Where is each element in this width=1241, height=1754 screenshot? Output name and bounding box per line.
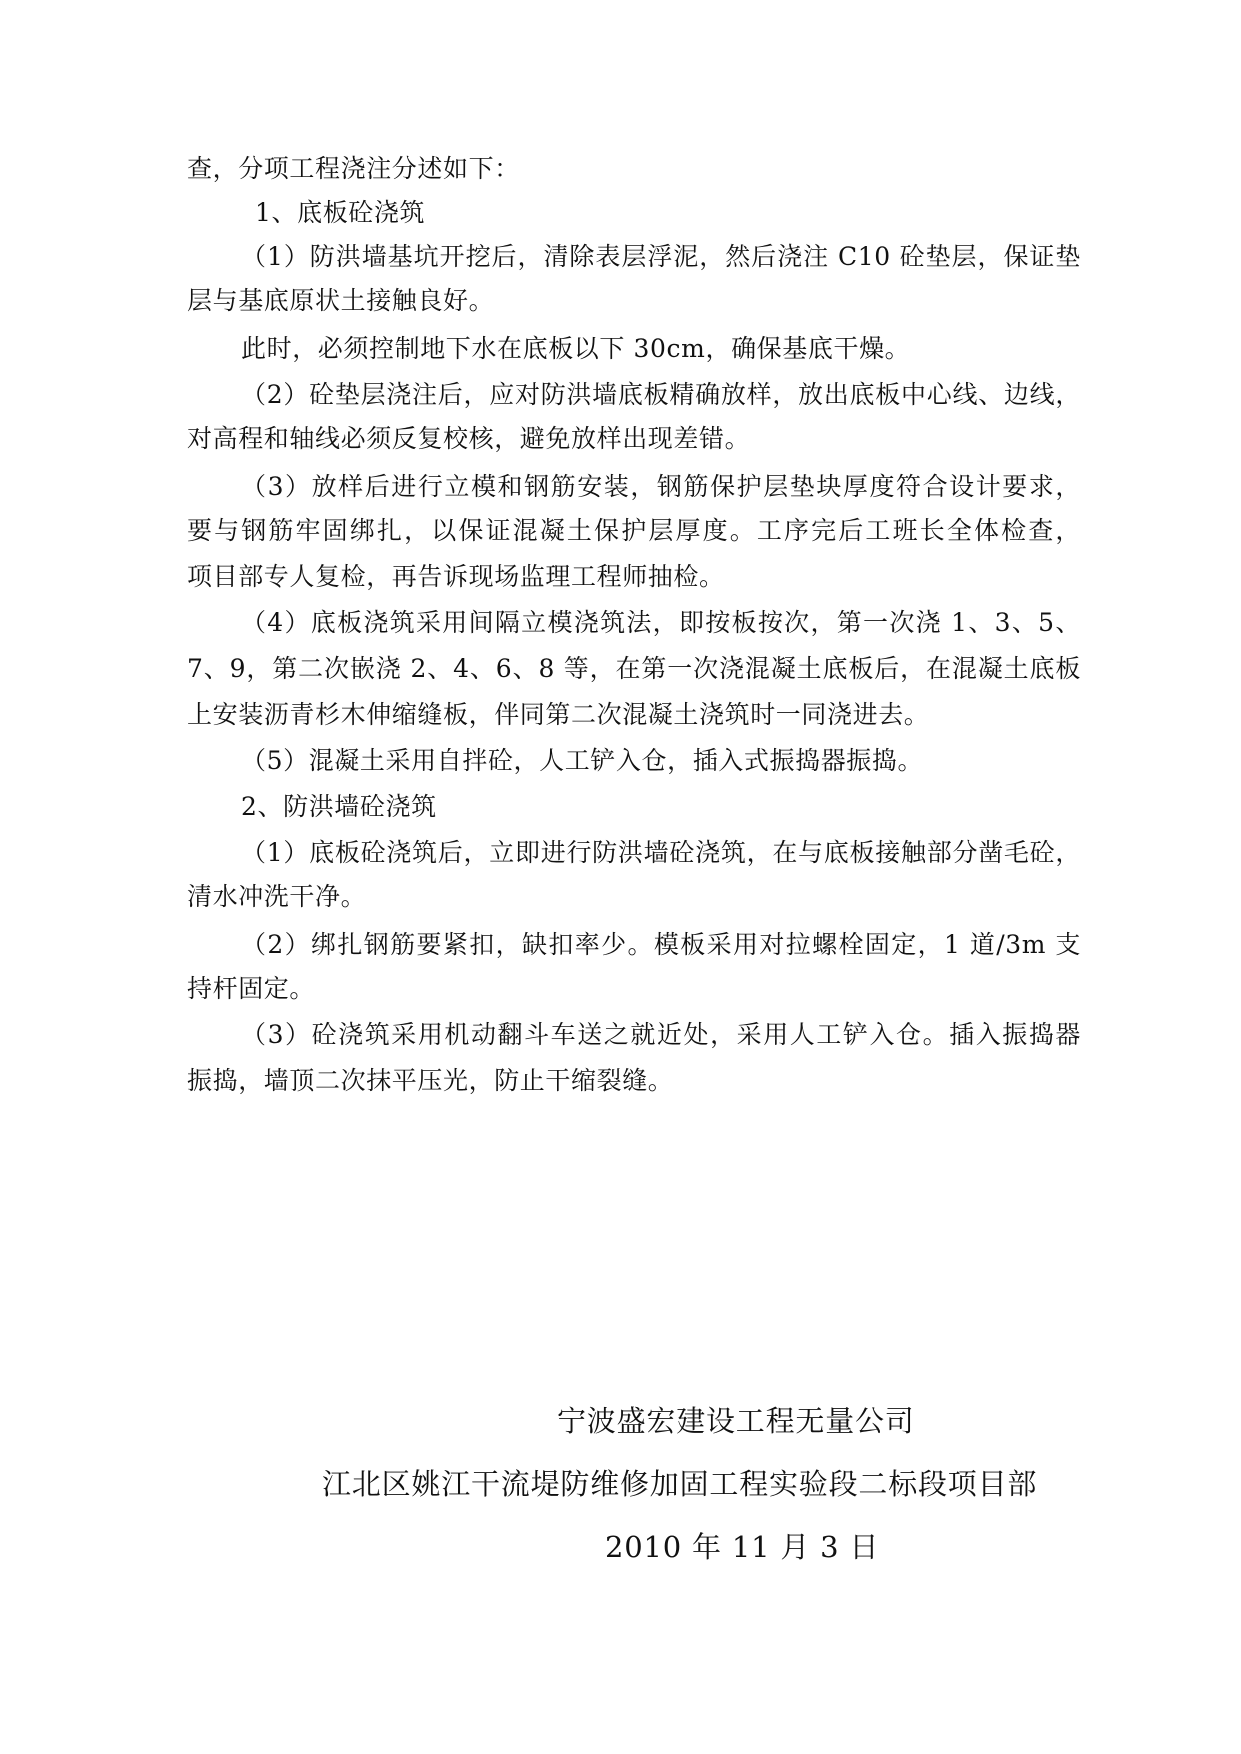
paragraph-line: 项目部专人复检，再告诉现场监理工程师抽检。 [187,562,725,591]
paragraph-line: （4）底板浇筑采用间隔立模浇筑法，即按板按次，第一次浇 1、3、5、 [241,608,1081,637]
paragraph-line: 要与钢筋牢固绑扎，以保证混凝土保护层厚度。工序完后工班长全体检查， [187,516,1081,545]
paragraph-line: 上安装沥青杉木伸缩缝板，伴同第二次混凝土浇筑时一同浇进去。 [187,700,930,729]
paragraph-line: （3）砼浇筑采用机动翻斗车送之就近处，采用人工铲入仓。插入振捣器 [241,1020,1081,1049]
paragraph-line: （5）混凝土采用自拌砼，人工铲入仓，插入式振捣器振捣。 [241,746,924,775]
section-heading: 2、防洪墙砼浇筑 [241,792,437,821]
paragraph-line: 查，分项工程浇注分述如下： [187,154,520,183]
paragraph-line: 振捣，墙顶二次抹平压光，防止干缩裂缝。 [187,1066,674,1095]
paragraph-line: 此时，必须控制地下水在底板以下 30cm，确保基底干燥。 [241,334,911,363]
signature-project: 江北区姚江干流堤防维修加固工程实验段二标段项目部 [322,1467,1038,1501]
signature-date: 2010 年 11 月 3 日 [605,1530,880,1564]
paragraph-line: （2）砼垫层浇注后，应对防洪墙底板精确放样，放出底板中心线、边线， [241,380,1081,409]
section-heading: 1、底板砼浇筑 [255,198,426,227]
signature-company: 宁波盛宏建设工程无量公司 [557,1404,915,1438]
paragraph-line: （3）放样后进行立模和钢筋安装，钢筋保护层垫块厚度符合设计要求， [241,472,1081,501]
paragraph-line: （2）绑扎钢筋要紧扣，缺扣率少。模板采用对拉螺栓固定，1 道/3m 支 [241,930,1081,959]
paragraph-line: （1）防洪墙基坑开挖后，清除表层浮泥，然后浇注 C10 砼垫层，保证垫 [241,242,1081,271]
paragraph-line: 持杆固定。 [187,974,316,1003]
paragraph-line: 7、9，第二次嵌浇 2、4、6、8 等，在第一次浇混凝土底板后，在混凝土底板 [187,654,1081,683]
paragraph-line: 层与基底原状土接触良好。 [187,286,495,315]
paragraph-line: 清水冲洗干净。 [187,882,367,911]
paragraph-line: （1）底板砼浇筑后，立即进行防洪墙砼浇筑，在与底板接触部分凿毛砼， [241,838,1081,867]
paragraph-line: 对高程和轴线必须反复校核，避免放样出现差错。 [187,424,751,453]
